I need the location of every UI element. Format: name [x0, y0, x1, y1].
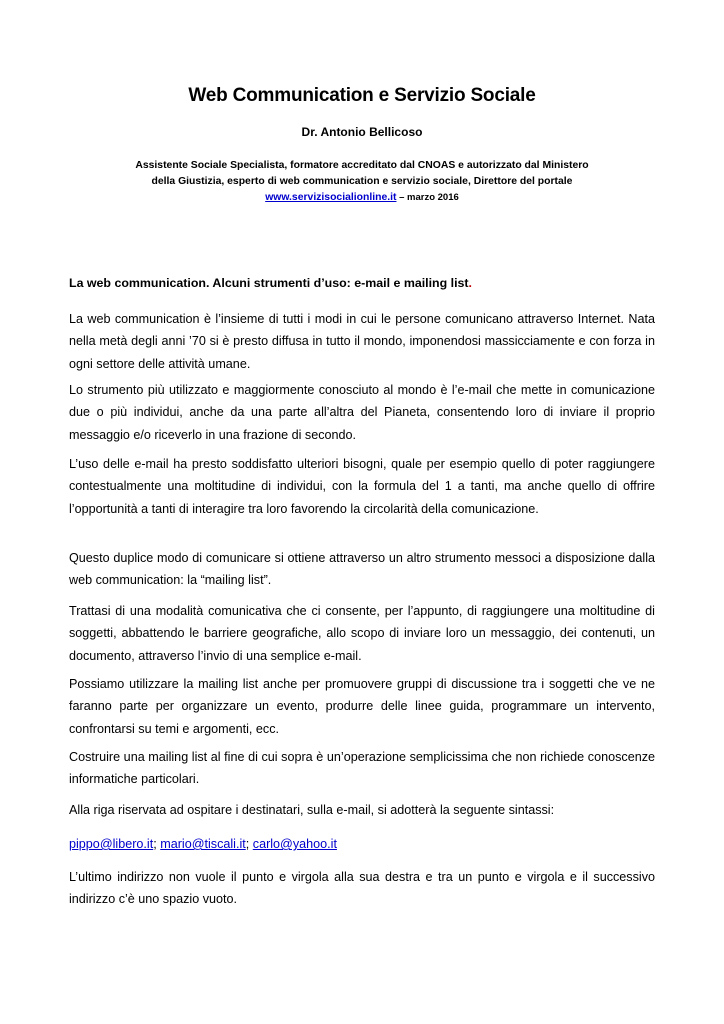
paragraph-4: Questo duplice modo di comunicare si ottiene attraverso un altro strumento messoci a disposizione dalla web communication: la “mailing list”.	[69, 551, 655, 588]
affiliation-line-1: Assistente Sociale Specialista, formatore accreditato dal CNOAS e autorizzato dal Ministero	[135, 160, 589, 171]
email-separator-1: ;	[153, 837, 161, 851]
paragraph-8: Alla riga riservata ad ospitare i destinatari, sulla e-mail, si adotterà la seguente sintassi:	[69, 803, 555, 817]
section-heading	[69, 276, 472, 290]
email-separator-2: ;	[245, 837, 253, 851]
email-link-3[interactable]: carlo@yahoo.it	[252, 837, 337, 851]
paragraph-2: Lo strumento più utilizzato e maggiormente conosciuto al mondo è l’e-mail che mette in comunicazione due o più individui, anche da una parte all’altra del Pianeta, consentendo loro di inviare il proprio messaggio e/o riceverlo in una frazione di secondo.	[69, 383, 655, 442]
email-link-1[interactable]: pippo@libero.it	[69, 837, 154, 851]
email-syntax-example	[69, 833, 655, 855]
publication-date: – marzo 2016	[396, 192, 459, 203]
paragraph-6: Possiamo utilizzare la mailing list anche per promuovere gruppi di discussione tra i soggetti che ve ne faranno parte per organizzare un evento, produrre delle linee guida, programmare un intervento, confrontarsi su temi e argomenti, ecc.	[69, 677, 655, 736]
author-affiliation	[100, 158, 624, 206]
section-heading-dot: .	[468, 276, 472, 290]
paragraph-7: Costruire una mailing list al fine di cui sopra è un’operazione semplicissima che non richiede conoscenze informatiche particolari.	[69, 750, 655, 787]
portal-line	[100, 190, 624, 206]
document-title: Web Communication e Servizio Sociale	[188, 85, 536, 106]
paragraph-1: La web communication è l’insieme di tutti i modi in cui le persone comunicano attraverso Internet. Nata nella metà degli anni ’70 si è presto diffusa in tutto il mondo, imponendosi massicciamente e con forza in ogni settore delle attività umane.	[69, 312, 655, 371]
paragraph-3: L’uso delle e-mail ha presto soddisfatto ulteriori bisogni, quale per esempio quello di poter raggiungere contestualmente una moltitudine di individui, con la formula del 1 a tanti, ma anche quello di offrire l’opportunità a tanti di interagire tra loro favorendo la circolarità della comunicazione.	[69, 457, 655, 516]
portal-link[interactable]: www.servizisocialionline.it	[265, 192, 397, 203]
paragraph-last: L’ultimo indirizzo non vuole il punto e virgola alla sua destra e tra un punto e virgola e il successivo indirizzo c’è uno spazio vuoto.	[69, 870, 655, 907]
email-link-2[interactable]: mario@tiscali.it	[160, 837, 246, 851]
section-heading-text: La web communication. Alcuni strumenti d’uso: e-mail e mailing list	[69, 276, 469, 290]
author-name: Dr. Antonio Bellicoso	[301, 125, 423, 139]
paragraph-5: Trattasi di una modalità comunicativa che ci consente, per l’appunto, di raggiungere una moltitudine di soggetti, abbattendo le barriere geografiche, allo scopo di inviare loro un messaggio, dei contenuti, un documento, attraverso l’invio di una semplice e-mail.	[69, 604, 655, 663]
affiliation-line-2: della Giustizia, esperto di web communication e servizio sociale, Direttore del portale	[151, 176, 573, 187]
